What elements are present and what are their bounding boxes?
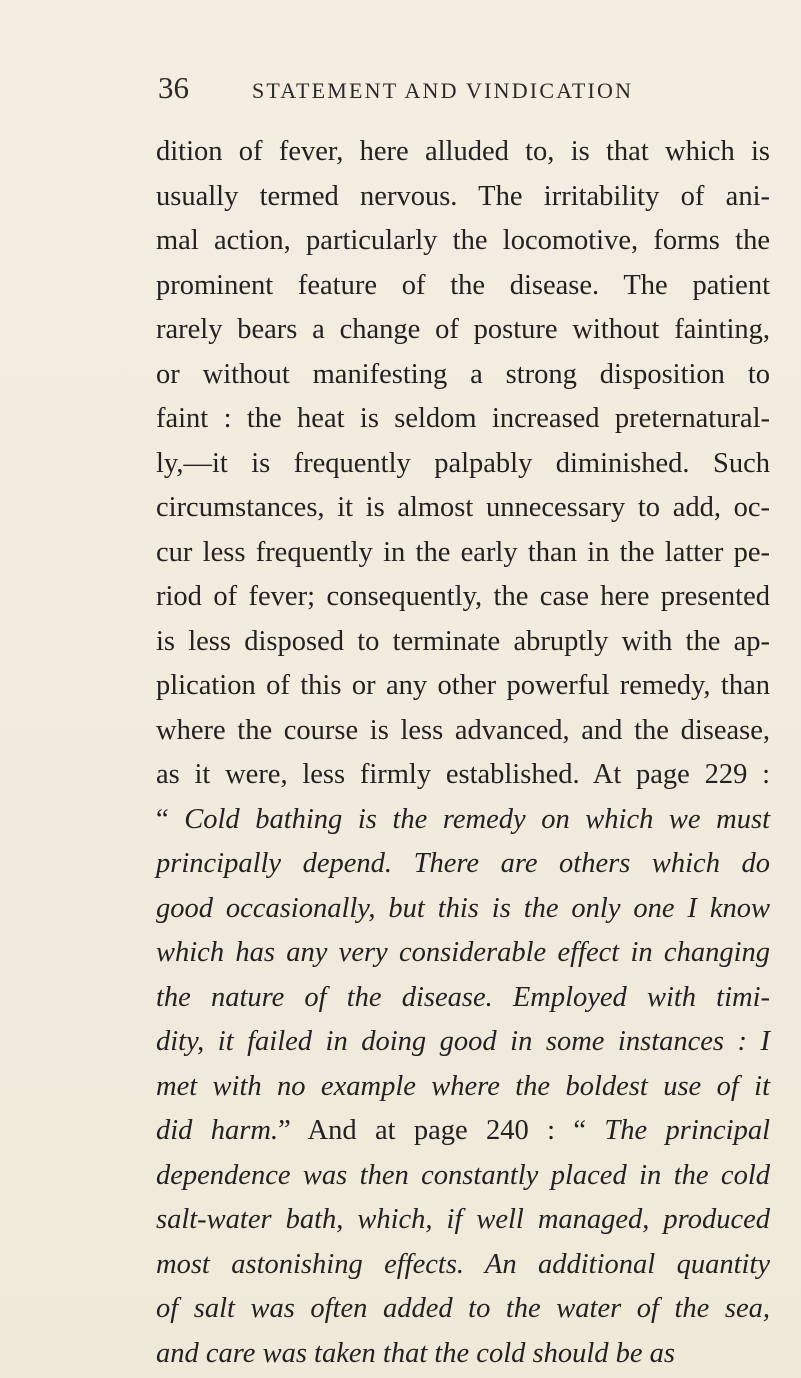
text-line <box>156 753 770 798</box>
text-line <box>156 219 770 264</box>
italic-text-segment: The principal <box>604 1115 770 1146</box>
text-line <box>156 1109 770 1154</box>
running-head: STATEMENT AND VINDICATION <box>252 78 634 103</box>
text-segment: as it were, less firmly established. At page 229 : <box>156 759 770 790</box>
italic-text-segment: dity, it failed in doing good in some instances : I <box>156 1026 770 1057</box>
text-segment: mal action, particularly the locomotive, forms the <box>156 225 770 256</box>
text-segment: dition of fever, here alluded to, is that which is <box>156 136 770 167</box>
text-segment: cur less frequently in the early than in the latter pe- <box>156 536 770 568</box>
text-segment: or without manifesting a strong disposition to <box>156 358 770 390</box>
italic-text-segment: which has any very considerable effect in changing <box>156 937 770 968</box>
text-segment: riod of fever; consequently, the case here presented <box>156 581 770 612</box>
page-number: 36 <box>158 70 189 105</box>
text-line <box>156 1243 770 1288</box>
text-line <box>156 1287 770 1332</box>
text-line <box>156 486 770 531</box>
text-segment: faint : the heat is seldom increased preternatural- <box>156 403 770 434</box>
text-line <box>156 1332 770 1377</box>
italic-text-segment: Cold bathing is the remedy on which we must <box>184 803 770 835</box>
text-line <box>156 308 770 353</box>
text-line <box>156 397 770 442</box>
text-segment: rarely bears a change of posture without fainting, <box>156 314 770 345</box>
text-segment: plication of this or any other powerful remedy, than <box>156 670 770 701</box>
italic-text-segment: salt-water bath, which, if well managed, produced <box>156 1204 770 1235</box>
text-line <box>156 842 770 887</box>
text-line <box>156 664 770 709</box>
italic-text-segment: most astonishing effects. An additional quantity <box>156 1248 770 1280</box>
italic-text-segment: of salt was often added to the water of the sea, <box>156 1293 770 1324</box>
text-line <box>156 531 770 576</box>
text-segment: is less disposed to terminate abruptly with the ap- <box>156 625 770 657</box>
text-segment: usually termed nervous. The irritability of ani- <box>156 180 770 212</box>
text-segment: “ <box>156 803 185 835</box>
text-line <box>156 442 770 487</box>
italic-text-segment: did harm. <box>156 1115 279 1146</box>
page-header <box>158 66 758 110</box>
italic-text-segment: good occasionally, but this is the only one I know <box>156 892 770 924</box>
text-line <box>156 931 770 976</box>
text-line <box>156 976 770 1021</box>
text-segment: ” And at page 240 : “ <box>278 1115 605 1146</box>
text-line <box>156 1154 770 1199</box>
text-segment: where the course is less advanced, and the disease, <box>156 714 770 746</box>
text-line <box>156 709 770 754</box>
text-line <box>156 798 770 843</box>
text-line <box>156 264 770 309</box>
text-line <box>156 1198 770 1243</box>
text-line <box>156 620 770 665</box>
text-segment: prominent feature of the disease. The patient <box>156 269 770 301</box>
italic-text-segment: dependence was then constantly placed in the cold <box>156 1159 770 1191</box>
text-line <box>156 353 770 398</box>
text-line <box>156 575 770 620</box>
body-text <box>156 130 770 1376</box>
text-segment: ly,—it is frequently palpably diminished. Such <box>156 447 770 479</box>
italic-text-segment: and care was taken that the cold should be as <box>156 1337 675 1369</box>
italic-text-segment: the nature of the disease. Employed with timi- <box>156 981 770 1013</box>
text-line <box>156 1065 770 1110</box>
text-line <box>156 1020 770 1065</box>
italic-text-segment: principally depend. There are others which do <box>156 848 770 879</box>
text-line <box>156 130 770 175</box>
italic-text-segment: met with no example where the boldest use of it <box>156 1070 770 1102</box>
text-line <box>156 175 770 220</box>
text-line <box>156 887 770 932</box>
text-segment: circumstances, it is almost unnecessary to add, oc- <box>156 492 770 523</box>
